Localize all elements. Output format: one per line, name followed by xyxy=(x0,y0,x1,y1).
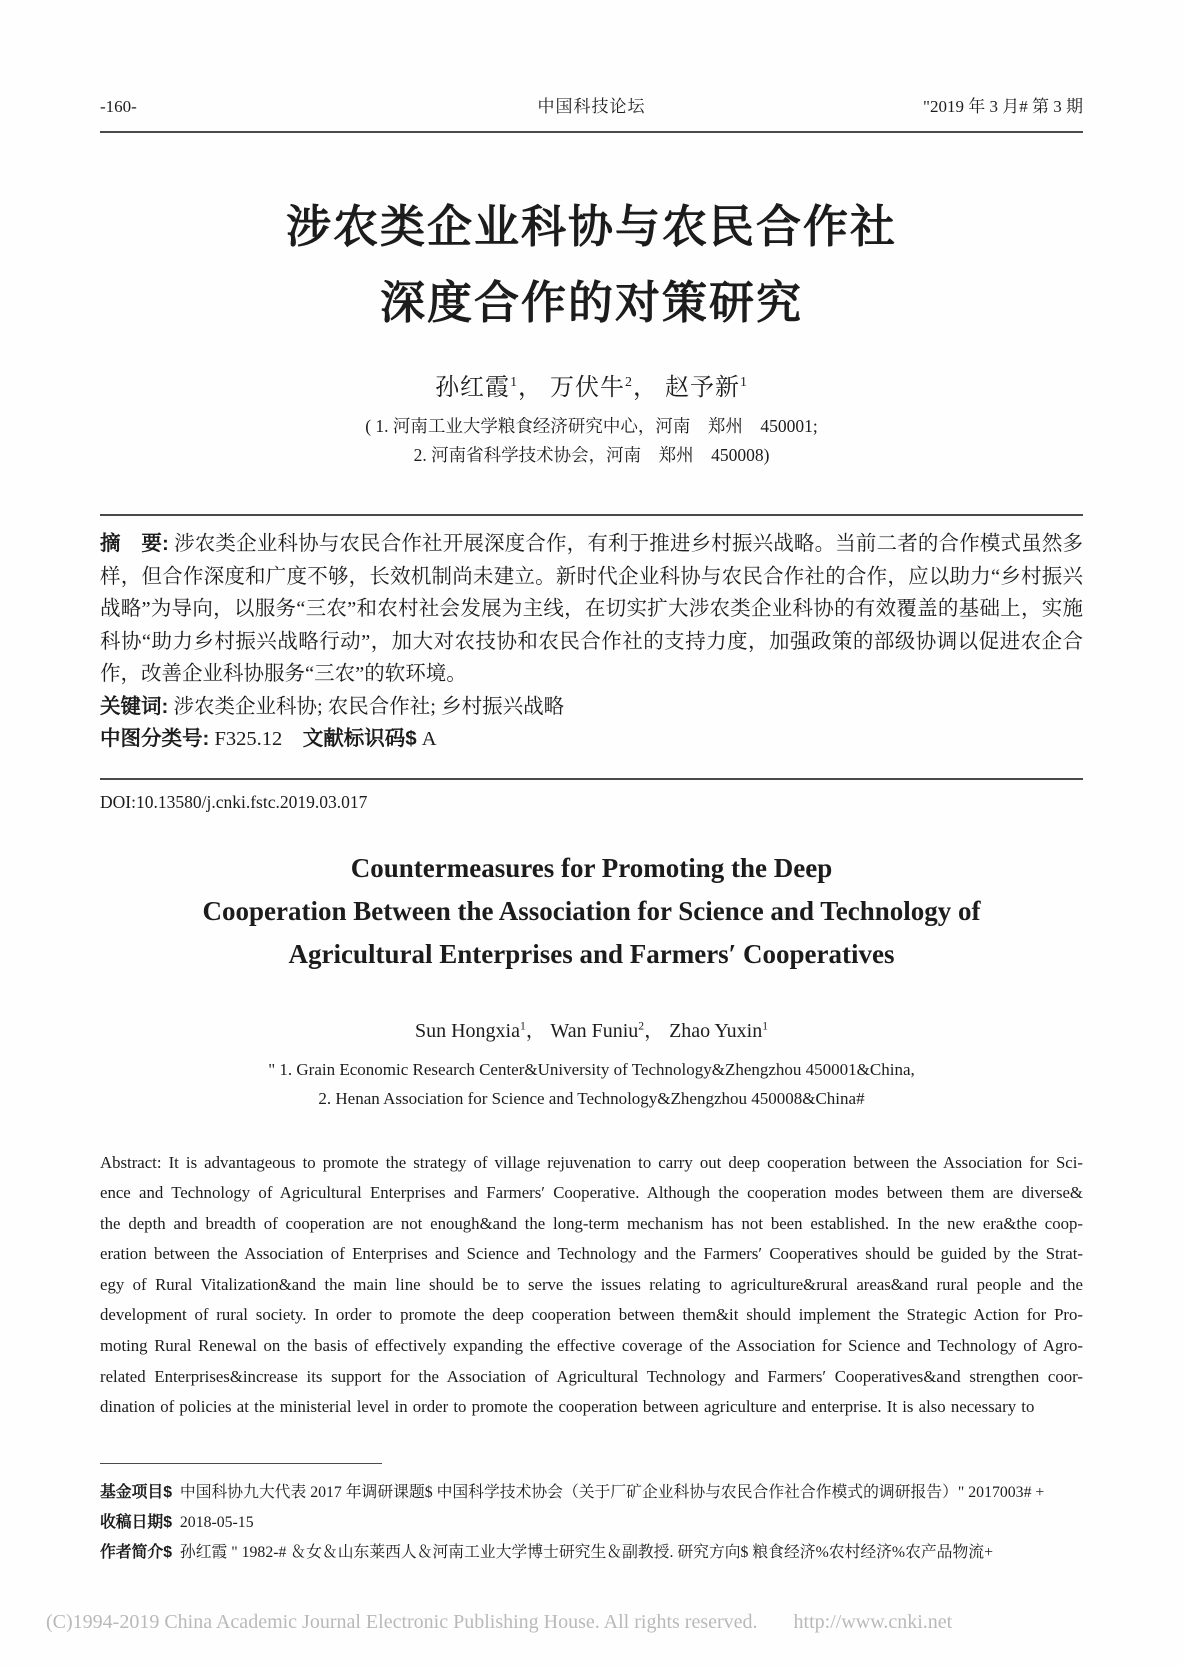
journal-title: 中国科技论坛 xyxy=(537,97,646,116)
abstract-cn-label: 摘 要: xyxy=(100,532,169,555)
author-en: Zhao Yuxin$^1$ xyxy=(669,1018,768,1042)
abstract-cn-text: 涉农类企业科协与农民合作社开展深度合作，有利于推进乡村振兴战略。当前二者的合作模式虽然多样，但合作深度和广度不够，长效机制尚未建立。新时代企业科协与农民合作社的合作，应以助力“乡村振兴战略”为导向，以服务“三农”和农村社会发展为主线，在切实扩大涉农类企业科协的有效覆盖的基础上，实施科协“助力乡村振兴战略行动”，加大对农技协和农民合作社的支持力度，加强政策的部级协调以促进农企合作，改善企业科协服务“三农”的软环境。 xyxy=(100,533,1084,685)
abstract-en-line: development of rural society. In order to promote the deep cooperation between them&it should implement the Strategic Action for Pro- xyxy=(100,1305,1083,1325)
abstract-en-line: Abstract: It is advantageous to promote the strategy of village rejuvenation to carry out deep cooperation between the Association for Sci- xyxy=(100,1152,1083,1172)
paper-title-cn-line2: 深度合作的对策研究 xyxy=(379,277,803,328)
affiliation-en: " 1. Grain Economic Research Center&University of Technology&Zhengzhou 450001&China, xyxy=(268,1059,915,1079)
author-affil-mark: 1 xyxy=(510,375,519,390)
keywords-text: 涉农类企业科协; 农民合作社; 乡村振兴战略 xyxy=(173,695,565,718)
footnote-divider xyxy=(100,1463,382,1464)
author-cn: 赵予新$^1$ xyxy=(664,375,748,401)
clc-value: F325.12 xyxy=(214,728,283,750)
affiliation-cn: ( 1. 河南工业大学粮食经济研究中心，河南 郑州 450001; xyxy=(365,416,818,436)
page-number: -160- xyxy=(100,97,137,116)
affiliations-en xyxy=(100,1055,1083,1114)
watermark-footer xyxy=(0,1611,1183,1634)
author-en: Wan Funiu$^2$， xyxy=(550,1018,670,1042)
abstract-en-line: the depth and breadth of cooperation are not enough&and the long-term mechanism has not been established. In the new era&the coop- xyxy=(100,1213,1083,1233)
abstract-cn xyxy=(100,528,1083,691)
page-header xyxy=(100,0,1083,117)
affiliation-cn: 2. 河南省科学技术协会，河南 郑州 450008) xyxy=(413,445,770,465)
footnote-line: 作者简介$ 孙红霞 " 1982-# ＆女＆山东莱西人＆河南工业大学博士研究生＆副教授. 研究方向$ 粮食经济%农村经济%农产品物流+ xyxy=(100,1543,993,1561)
paper-title-en-line: Cooperation Between the Association for Science and Technology of xyxy=(202,895,981,926)
classification-line xyxy=(100,723,1083,756)
header-divider xyxy=(100,131,1083,133)
paper-title-en-line: Agricultural Enterprises and Farmers′ Cooperatives xyxy=(288,938,895,969)
author-cn: 万伏牛$^2$， xyxy=(550,375,658,401)
clc-label: 中图分类号: xyxy=(100,727,210,750)
author-en: Sun Hongxia$^1$， xyxy=(414,1018,551,1042)
authors-cn xyxy=(100,367,1083,402)
keywords-label: 关键词: xyxy=(100,694,169,718)
author-affil-mark: 1 xyxy=(739,375,748,390)
author-cn: 孙红霞$^1$， xyxy=(435,375,544,401)
footnotes xyxy=(100,1478,1083,1568)
keywords-line xyxy=(100,691,1083,724)
issue-info: "2019 年 3 月# 第 3 期 xyxy=(923,97,1083,116)
author-affil-mark: 2 xyxy=(625,375,633,390)
abstract-en-line: dination of policies at the ministerial level in order to promote the cooperation between agriculture and enterprise. It is also necessary to xyxy=(100,1397,1035,1417)
copyright-text: (C)1994-2019 China Academic Journal Electronic Publishing House. All rights reserved. xyxy=(46,1611,758,1633)
cnki-url: http://www.cnki.net xyxy=(793,1611,953,1633)
paper-title-en-line: Countermeasures for Promoting the Deep xyxy=(350,852,833,883)
paper-title-cn-line1: 涉农类企业科协与农民合作社 xyxy=(285,201,897,252)
abstract-bottom-divider xyxy=(100,778,1083,780)
author-affil-mark: 2 xyxy=(638,1018,645,1032)
doc-code-value: A xyxy=(421,728,437,750)
abstract-en-line: eration between the Association of Enterprises and Science and Technology and the Farmers′ Cooperatives should be guided by the Strat- xyxy=(100,1244,1083,1264)
authors-en xyxy=(100,1014,1083,1043)
paper-title-en xyxy=(100,847,1083,976)
author-affil-mark: 1 xyxy=(519,1018,526,1032)
footnote-line: 基金项目$ 中国科协九大代表 2017 年调研课题$ 中国科学技术协会（关于厂矿企业科协与农民合作社合作模式的调研报告）" 2017003# + xyxy=(100,1483,1045,1501)
abstract-en-line: egy of Rural Vitalization&and the main line should be to serve the issues relating to agriculture&rural areas&and rural people and the xyxy=(100,1274,1083,1294)
paper-title-cn xyxy=(100,189,1083,341)
footnote-line: 收稿日期$ 2018-05-15 xyxy=(100,1513,254,1531)
affiliations-cn xyxy=(100,412,1083,470)
doi: DOI:10.13580/j.cnki.fstc.2019.03.017 xyxy=(100,791,368,812)
abstract-top-divider xyxy=(100,514,1083,516)
abstract-en-line: ence and Technology of Agricultural Enterprises and Farmers′ Cooperative. Although the cooperation modes between them are diverse& xyxy=(100,1183,1083,1203)
abstract-en-line: moting Rural Renewal on the basis of effectively expanding the effective coverage of the Association for Science and Technology of Agro- xyxy=(100,1336,1083,1356)
abstract-en xyxy=(100,1148,1083,1423)
author-affil-mark: 1 xyxy=(762,1018,768,1032)
doc-code-label: 文献标识码$ xyxy=(302,727,417,750)
affiliation-en: 2. Henan Association for Science and Technology&Zhengzhou 450008&China# xyxy=(318,1089,865,1108)
abstract-en-line: related Enterprises&increase its support for the Association of Agricultural Technology and Farmers′ Cooperatives&and strengthen coor- xyxy=(100,1366,1083,1386)
